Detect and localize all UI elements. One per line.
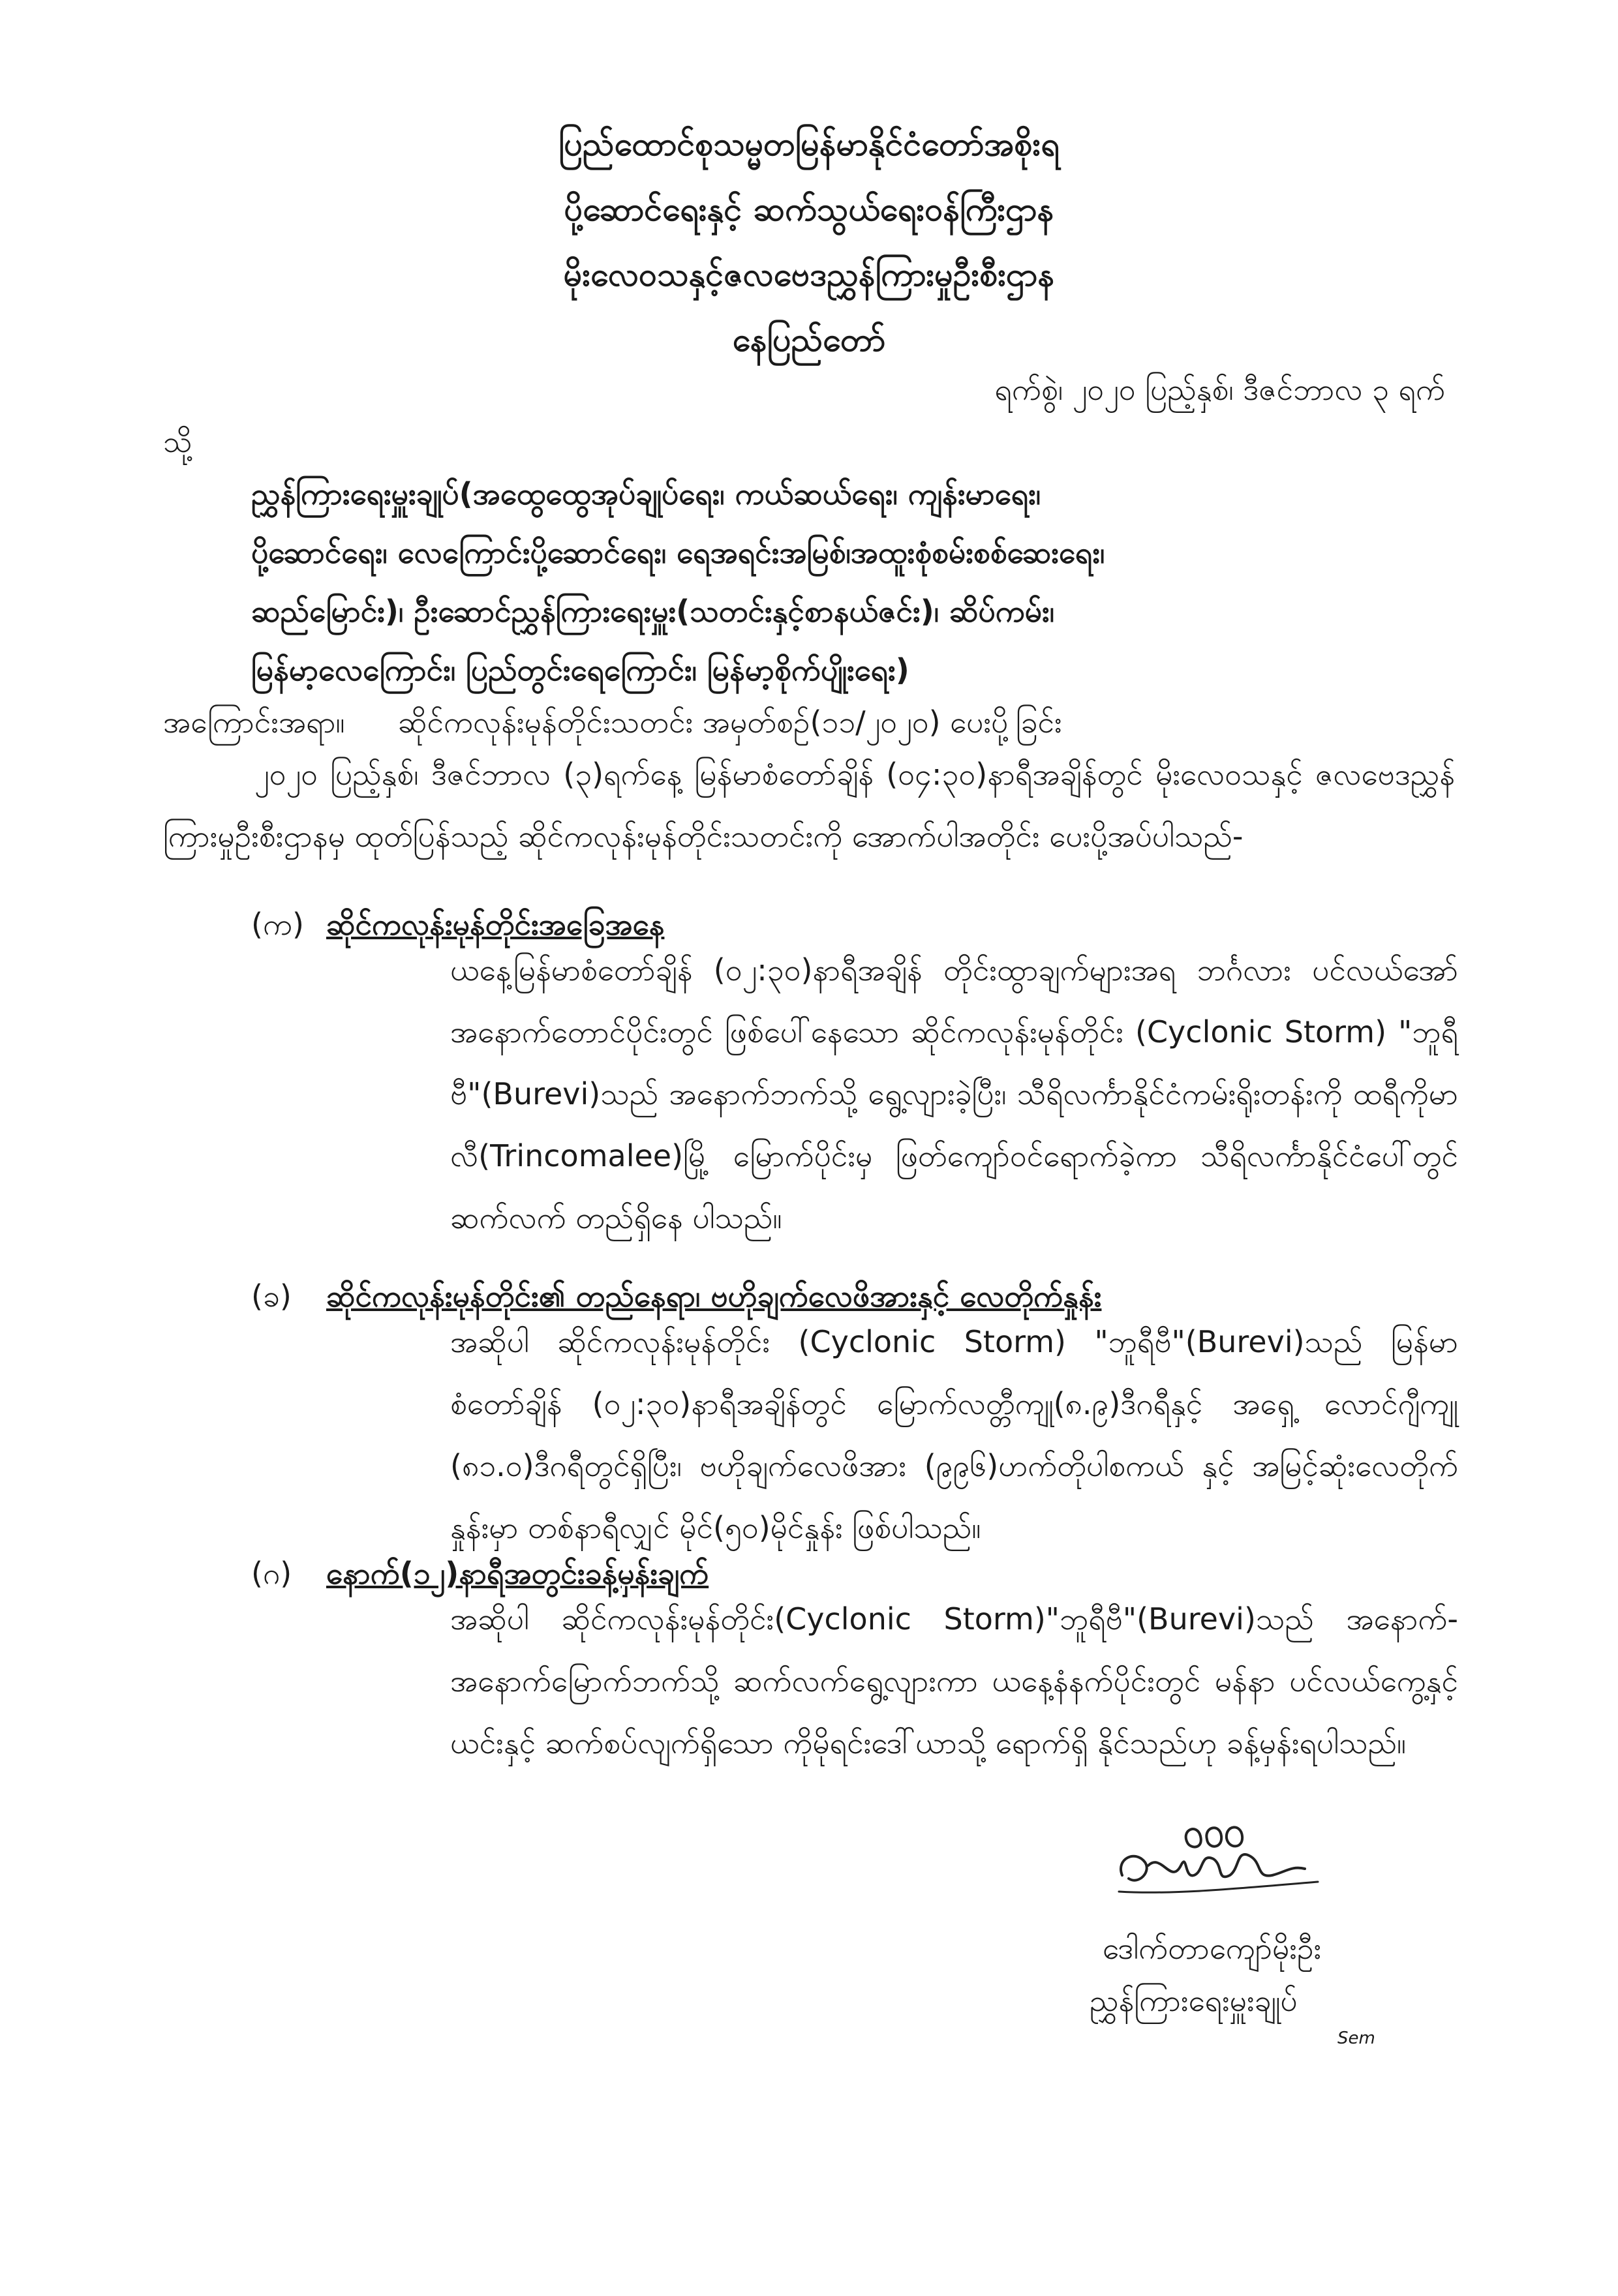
recipient-line-2: ပို့ဆောင်ရေး၊ လေကြောင်းပို့ဆောင်ရေး၊ ရေအရင်းအမြစ်၊အထူးစုံစမ်းစစ်ဆေးရေး၊ bbox=[251, 535, 1105, 570]
section-ga-title: နောက်(၁၂)နာရီအတွင်းခန့်မှန်းချက် bbox=[326, 1556, 709, 1591]
letterhead-department: မိုးလေဝသနှင့်ဇလဗေဒညွှန်ကြားမှုဦးစီးဌာန bbox=[563, 256, 1055, 294]
section-kha-title: ဆိုင်ကလုန်းမုန်တိုင်း၏ တည်နေရာ၊ ဗဟိုချက်လေဖိအားနှင့် လေတိုက်နှုန်း bbox=[326, 1278, 1102, 1314]
subject-label: အကြောင်းအရာ။ bbox=[163, 704, 345, 740]
section-ga-body: အဆိုပါ ဆိုင်ကလုန်းမုန်တိုင်း(Cyclonic Storm)"ဘူရီဗီ"(Burevi)သည် အနောက်- အနောက်မြောက်ဘက်သို့ ဆက်လက်ရွေ့လျားကာ ယနေ့နံနက်ပိုင်းတွင် မန်နာ ပင်လယ်ကွေ့နှင့် ယင်းနှင့် ဆက်စပ်လျက်ရှိသော ကိုမိုရင်းဒေါ်ယာသို့ ရောက်ရှိ နိုင်သည်ဟု ခန့်မှန်းရပါသည်။ bbox=[450, 1601, 1458, 1760]
section-ga-number: (ဂ) bbox=[251, 1556, 292, 1591]
letterhead-government: ပြည်ထောင်စုသမ္မတမြန်မာနိုင်ငံတော်အစိုးရ bbox=[558, 125, 1060, 163]
recipient-line-1: ညွှန်ကြားရေးမှူးချုပ်(အထွေထွေအုပ်ချုပ်ရေး၊ ကယ်ဆယ်ရေး၊ ကျန်းမာရေး၊ bbox=[251, 476, 1041, 511]
to-label: သို့ bbox=[163, 424, 192, 459]
section-kha-body: အဆိုပါ ဆိုင်ကလုန်းမုန်တိုင်း (Cyclonic Storm) "ဘူရီဗီ"(Burevi)သည် မြန်မာစံတော်ချိန် (၀၂:၃၀)နာရီအချိန်တွင် မြောက်လတ္တီကျု(၈.၉)ဒီဂရီနှင့် အရှေ့ လောင်ဂျီကျု (၈၁.၀)ဒီဂရီတွင်ရှိပြီး၊ ဗဟိုချက်လေဖိအား (၉၉၆)ဟက်တိုပါစကယ် နှင့် အမြင့်ဆုံးလေတိုက်နှုန်းမှာ တစ်နာရီလျှင် မိုင်(၅၀)မိုင်နှုန်း ဖြစ်ပါသည်။ bbox=[450, 1324, 1458, 1545]
section-ka-body: ယနေ့မြန်မာစံတော်ချိန် (၀၂:၃၀)နာရီအချိန် တိုင်းထွာချက်များအရ ဘင်္ဂလား ပင်လယ်အော်အနောက်တောင်ပိုင်းတွင် ဖြစ်ပေါ်နေသော ဆိုင်ကလုန်းမုန်တိုင်း (Cyclonic Storm) "ဘူရီဗီ"(Burevi)သည် အနောက်ဘက်သို့ ရွေ့လျားခဲ့ပြီး၊ သီရိလင်္ကာနိုင်ငံကမ်းရိုးတန်းကို ထရီကိုမာလီ(Trincomalee)မြို့ မြောက်ပိုင်းမှ ဖြတ်ကျော်ဝင်ရောက်ခဲ့ကာ သီရိလင်္ကာနိုင်ငံပေါ်တွင် ဆက်လက် တည်ရှိနေ ပါသည်။ bbox=[450, 952, 1458, 1235]
handwritten-signature bbox=[1109, 1813, 1331, 1911]
signatory-name: ဒေါက်တာကျော်မိုးဦး bbox=[1103, 1931, 1322, 1966]
section-ka-number: (က) bbox=[251, 907, 304, 942]
intro-paragraph: ၂၀၂၀ ပြည့်နှစ်၊ ဒီဇင်ဘာလ (၃)ရက်နေ့ မြန်မာစံတော်ချိန် (၀၄:၃၀)နာရီအချိန်တွင် မိုးလေဝသနှင့် ဇလဗေဒညွှန်ကြားမှုဦးစီးဌာနမှ ထုတ်ပြန်သည့် ဆိုင်ကလုန်းမုန်တိုင်းသတင်းကို အောက်ပါအတိုင်း ပေးပို့အပ်ပါသည်- bbox=[163, 757, 1455, 854]
letterhead-city: နေပြည်တော် bbox=[732, 321, 886, 359]
signatory-title: ညွှန်ကြားရေးမှူးချုပ် bbox=[1090, 1983, 1298, 2018]
section-ka-title: ဆိုင်ကလုန်းမုန်တိုင်းအခြေအနေ bbox=[326, 907, 665, 942]
section-kha-number: (ခ) bbox=[251, 1278, 292, 1314]
recipient-line-4: မြန်မာ့လေကြောင်း၊ ပြည်တွင်းရေကြောင်း၊ မြန်မာ့စိုက်ပျိုးရေး) bbox=[251, 652, 909, 687]
letterhead-ministry: ပို့ဆောင်ရေးနှင့် ဆက်သွယ်ရေးဝန်ကြီးဌာန bbox=[564, 190, 1054, 228]
letter-date: ရက်စွဲ၊ ၂၀၂၀ ပြည့်နှစ်၊ ဒီဇင်ဘာလ ၃ ရက် bbox=[994, 372, 1445, 407]
initials-mark: Sem bbox=[1337, 2029, 1375, 2048]
subject-text: ဆိုင်ကလုန်းမုန်တိုင်းသတင်း အမှတ်စဉ်(၁၁/၂၀၂၀) ပေးပို့ခြင်း bbox=[398, 704, 1062, 740]
recipient-line-3: ဆည်မြောင်း)၊ ဦးဆောင်ညွှန်ကြားရေးမှူး(သတင်းနှင့်စာနယ်ဇင်း)၊ ဆိပ်ကမ်း၊ bbox=[251, 594, 1054, 629]
